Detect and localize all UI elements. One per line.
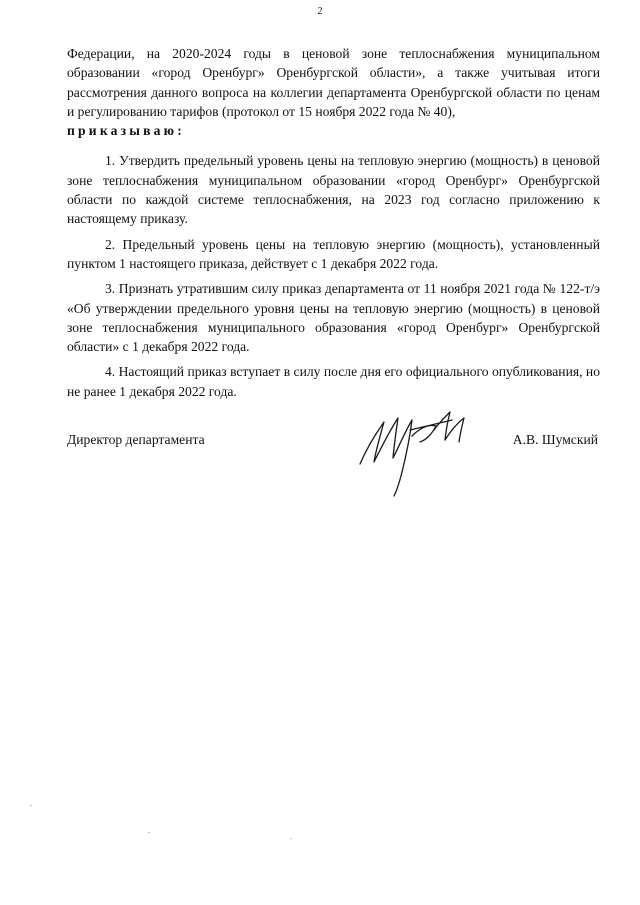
scan-speck — [30, 805, 32, 806]
order-word: приказываю: — [67, 123, 185, 139]
signature-block — [67, 432, 600, 512]
order-item-1: 1. Утвердить предельный уровень цены на тепловую энергию (мощность) в ценовой зоне теплоснабжения муниципальном образовании «город Оренбург» Оренбургской области по каждой системе теплоснабжения, на 2023 год согласно приложению к настоящему приказу. — [67, 153, 600, 227]
scan-speck — [290, 838, 292, 839]
order-item-4: 4. Настоящий приказ вступает в силу после дня его официального опубликования, но не ранее 1 декабря 2022 года. — [67, 364, 600, 399]
handwritten-signature — [352, 400, 482, 500]
page-number: 2 — [317, 6, 323, 17]
document-body — [67, 44, 600, 407]
signatory-name: А.В. Шумский — [512, 432, 598, 447]
scan-speck — [148, 832, 150, 833]
order-item-2: 2. Предельный уровень цены на тепловую энергию (мощность), установленный пунктом 1 настоящего приказа, действует с 1 декабря 2022 года. — [67, 236, 600, 271]
order-item-3: 3. Признать утратившим силу приказ департамента от 11 ноября 2021 года № 122-т/э «Об утверждении предельного уровня цены на тепловую энергию (мощность) в ценовой зоне теплоснабжения муниципального образования «город Оренбург» Оренбургской области» с 1 декабря 2022 года. — [67, 281, 600, 355]
signatory-position: Директор департамента — [67, 432, 205, 447]
intro-paragraph: Федерации, на 2020-2024 годы в ценовой зоне теплоснабжения муниципальном образовании «город Оренбург» Оренбургской области», а также учитывая итоги рассмотрения данного вопроса на коллегии департамента Оренбургской области по ценам и регулированию тарифов (протокол от 15 ноября 2022 года № 40), — [67, 46, 600, 119]
